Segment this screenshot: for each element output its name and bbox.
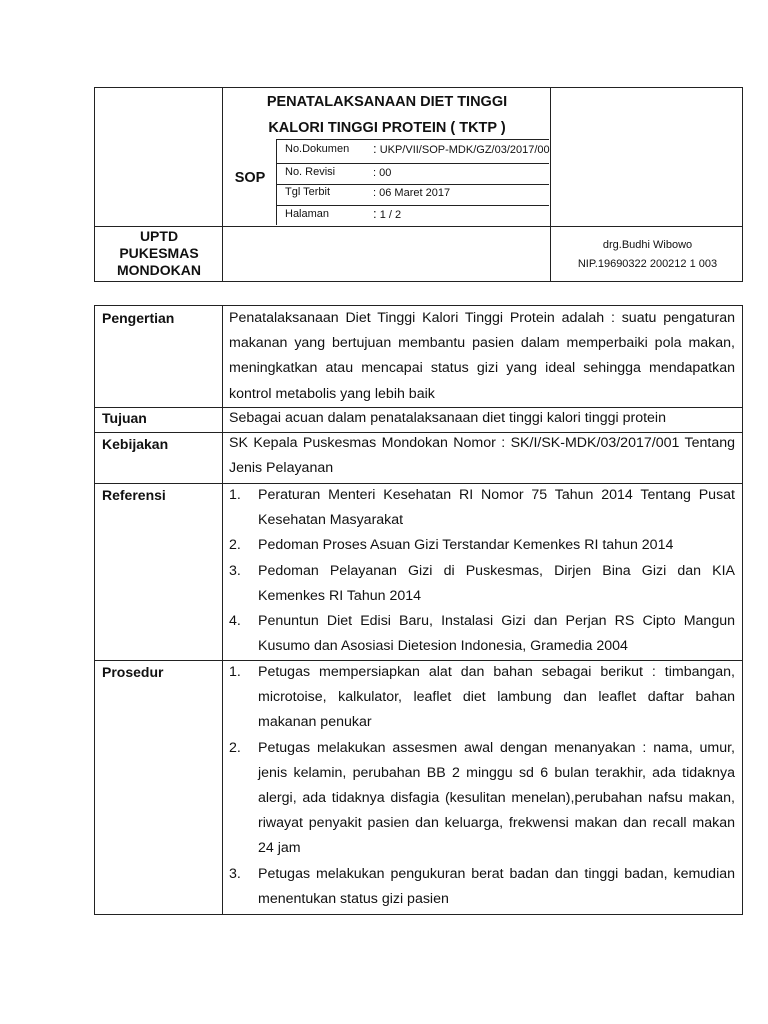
list-item: [229, 609, 735, 659]
list-text: Petugas melakukan pengukuran berat badan dan tinggi badan, kemudian menentukan status gizi pasien: [258, 865, 735, 907]
list-number: 2.: [229, 537, 241, 554]
list-number: 4.: [229, 613, 241, 630]
list-item: [229, 660, 735, 736]
signer-name: drg.Budhi Wibowo: [602, 239, 693, 251]
field-label-halaman: Halaman: [285, 208, 330, 220]
field-value: 06 Maret 2017: [379, 187, 451, 199]
referensi-list: [229, 483, 735, 659]
section-label-kebijakan: Kebijakan: [102, 436, 169, 452]
field-value-no-revisi: [373, 167, 391, 179]
list-number: 2.: [229, 739, 241, 756]
header-divider: [95, 226, 742, 227]
header-divider: [276, 205, 549, 206]
section-label-tujuan: Tujuan: [102, 410, 147, 426]
sop-header-table: [94, 87, 743, 282]
list-item: [229, 736, 735, 862]
section-text-tujuan: Sebagai acuan dalam penatalaksanaan diet tinggi kalori tinggi protein: [229, 410, 666, 426]
list-number: 3.: [229, 562, 241, 579]
field-value-tgl-terbit: [373, 187, 450, 199]
field-value-no-dokumen: [373, 141, 550, 156]
list-text: Peraturan Menteri Kesehatan RI Nomor 75 Tahun 2014 Tentang Pusat Kesehatan Masyarakat: [258, 487, 735, 529]
section-label-pengertian: Pengertian: [102, 310, 175, 326]
organization-name: [95, 228, 223, 279]
org-line: MONDOKAN: [117, 262, 201, 278]
section-label-referensi: Referensi: [102, 487, 166, 503]
list-text: Penuntun Diet Edisi Baru, Instalasi Gizi dan Perjan RS Cipto Mangun Kusumo dan Asosiasi Dietesion Indonesia, Gramedia 2004: [258, 613, 735, 655]
signature-block: [551, 236, 744, 274]
field-value-halaman: [373, 206, 401, 221]
list-text: Pedoman Pelayanan Gizi di Puskesmas, Dirjen Bina Gizi dan KIA Kemenkes RI Tahun 2014: [258, 562, 735, 604]
document-title: [223, 88, 551, 141]
section-text-pengertian: Penatalaksanaan Diet Tinggi Kalori Tinggi Protein adalah : suatu pengaturan makanan yang bertujuan membantu pasien dalam memperbaiki pola makan, meningkatkan atau mencapai status gizi yang ideal sehingga mendapatkan kontrol metabolis yang lebih baik: [229, 310, 735, 402]
list-number: 1.: [229, 664, 241, 680]
prosedur-list: [229, 660, 735, 912]
list-item: [229, 533, 735, 558]
field-colon: :: [373, 141, 377, 156]
section-text-kebijakan: SK Kepala Puskesmas Mondokan Nomor : SK/I/SK-MDK/03/2017/001 Tentang Jenis Pelayanan: [229, 435, 735, 477]
field-value: 00: [379, 167, 392, 179]
header-divider: [276, 163, 549, 164]
list-number: 3.: [229, 865, 241, 882]
field-label-tgl-terbit: Tgl Terbit: [285, 186, 331, 198]
title-line: PENATALAKSANAAN DIET TINGGI: [266, 94, 508, 110]
sop-label: SOP: [234, 170, 266, 186]
field-value: UKP/VII/SOP-MDK/GZ/03/2017/00: [379, 144, 550, 156]
list-text: Petugas melakukan assesmen awal dengan menanyakan : nama, umur, jenis kelamin, perubahan BB 2 minggu sd 6 bulan terakhir, ada tidaknya alergi, ada tidaknya disfagia (kesulitan menelan),perubahan nafsu makan, riwayat penyakit pasien dan keluarga, frekwensi makan dan recall makan 24 jam: [258, 739, 735, 857]
sop-content-table: [94, 305, 743, 915]
signer-nip: NIP.19690322 200212 1 003: [577, 258, 718, 270]
list-item: [229, 483, 735, 533]
field-label-no-dokumen: No.Dokumen: [285, 143, 350, 155]
field-colon: :: [373, 206, 377, 221]
org-line: PUKESMAS: [119, 245, 199, 261]
list-item: [229, 559, 735, 609]
list-text: Pedoman Proses Asuan Gizi Terstandar Kemenkes RI tahun 2014: [258, 537, 674, 554]
field-value: 1 / 2: [379, 209, 402, 221]
field-colon: :: [373, 187, 377, 199]
field-colon: :: [373, 167, 377, 179]
column-divider: [222, 306, 223, 914]
header-divider: [276, 184, 549, 185]
org-line: UPTD: [139, 228, 179, 244]
section-label-prosedur: Prosedur: [102, 664, 164, 680]
list-number: 1.: [229, 487, 241, 503]
list-item: [229, 862, 735, 912]
title-line: KALORI TINGGI PROTEIN ( TKTP ): [268, 120, 506, 136]
field-label-no-revisi: No. Revisi: [285, 166, 336, 178]
list-text: Petugas mempersiapkan alat dan bahan sebagai berikut : timbangan, microtoise, kalkulator, leaflet diet lambung dan leaflet daftar bahan makanan penukar: [258, 664, 735, 731]
